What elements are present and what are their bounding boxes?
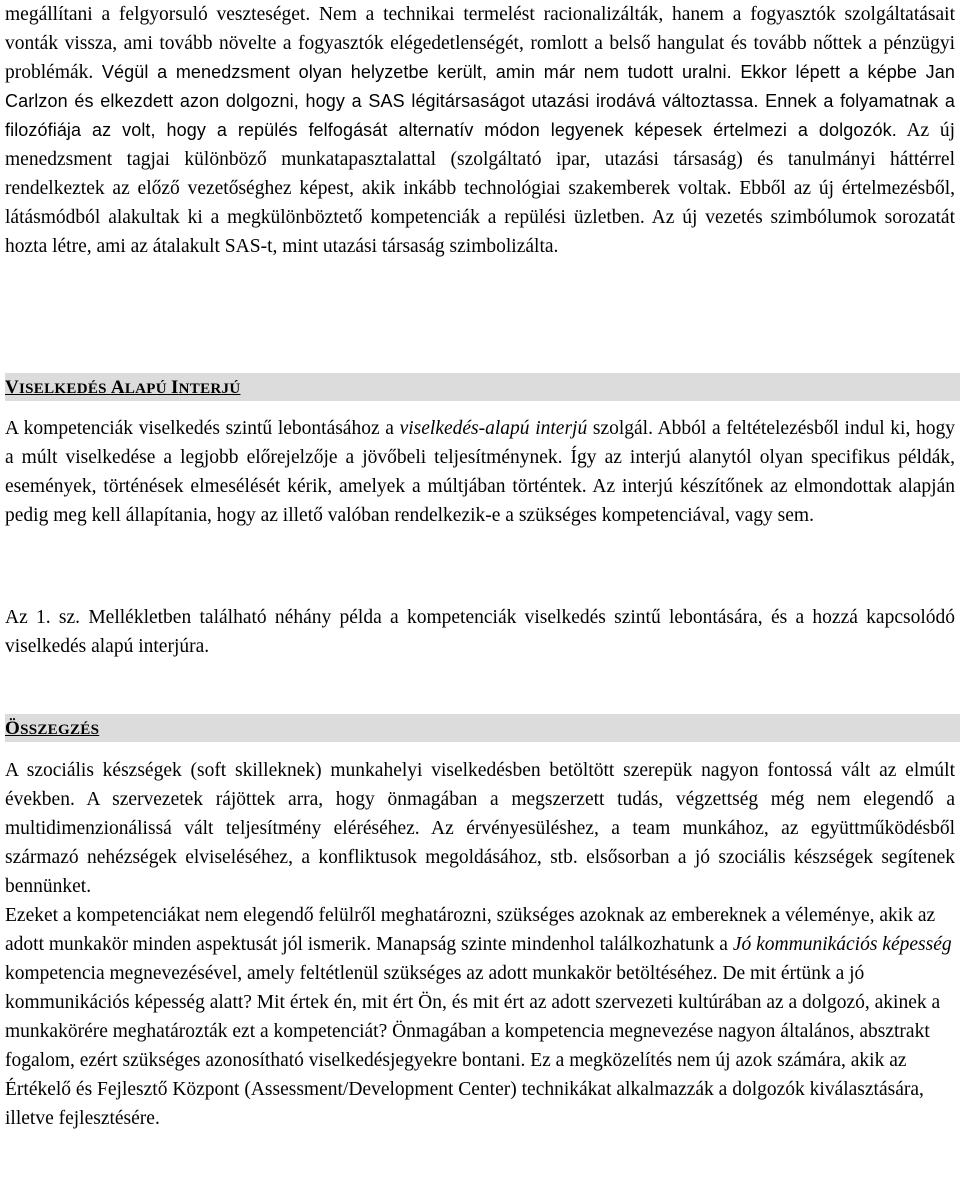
section-heading-interview-text: VISELKEDÉS ALAPÚ INTERJÚ [5, 377, 241, 398]
interview-paragraph-2: Az 1. sz. Mellékletben található néhány példa a kompetenciák viselkedés szintű lebontására, és a hozzá kapcsolódó viselkedés alapú interjúra. [5, 607, 955, 657]
intro-text-3: Az új menedzsment tagjai különböző munkatapasztalattal (szolgáltató ipar, utazási társaság) és tanulmányi háttérrel rendelkeztek az előző vezetőséghez képest, akik inkább technológiai szakemberek voltak. Ebből az új értelmezésből, látásmódból alakultak ki a megkülönböztető kompetenciák a repülési üzletben. Az új vezetés szimbólumok sorozatát hozta létre, ami az átalakult SAS-t, mint utazási társaság szimbolizálta. [5, 120, 955, 257]
intro-text-2: Végül a menedzsment olyan helyzetbe került, amin már nem tudott uralni. Ekkor lépett a képbe Jan Carlzon és elkezdett azon dolgozni, hogy a SAS légitársaságot utazási irodává változtassa. Ennek a folyamatnak a filozófiája az volt, hogy a repülés felfogását alternatív módon legyenek képesek értelmezi a dolgozók. [5, 62, 955, 140]
interview-paragraph-1: A kompetenciák viselkedés szintű lebontásához a viselkedés-alapú interjú szolgál. Abból a feltételezésből indul ki, hogy a múlt viselkedése a legjobb előrejelzője a jövőbeli teljesítménynek. Így az interjú alanytól olyan specifikus példák, események, történések elmesélését kérik, amelyek a múltjában történtek. Az interjú készítőnek az elmondottak alapján pedig meg kell állapítania, hogy az illető valóban rendelkezik-e a szükséges kompetenciával, vagy sem. [5, 418, 955, 526]
section-heading-summary [5, 714, 960, 742]
interview-term: viselkedés-alapú interjú [399, 418, 588, 439]
section-heading-interview [5, 373, 960, 401]
summary-paragraph-2: Ezeket a kompetenciákat nem elegendő felülről meghatározni, szükséges azoknak az embereknek a véleménye, akik az adott munkakör minden aspektusát jól ismerik. Manapság szinte mindenhol találkozhatunk a Jó kommunikációs képesség kompetencia megnevezésével, amely feltétlenül szükséges az adott munkakör betöltéséhez. De mit értünk a jó kommunikációs képesség alatt? Mit értek én, mit ért Ön, és mit ért az adott szervezeti kultúrában az a dolgozó, akinek a munkakörére meghatározták ezt a kompetenciát? Önmagában a kompetencia megnevezése nagyon általános, absztrakt fogalom, ezért szükséges azonosítható viselkedésjegyekre bontani. Ez a megközelítés nem új azok számára, akik az Értékelő és Fejlesztő Központ (Assessment/Development Center) technikákat alkalmazzák a dolgozók kiválasztására, illetve fejlesztésére. [5, 905, 952, 1129]
section-heading-summary-text: ÖSSZEGZÉS [5, 718, 100, 739]
communication-term: Jó kommunikációs képesség [732, 934, 952, 955]
summary-paragraph-1: A szociális készségek (soft skilleknek) munkahelyi viselkedésben betöltött szerepük nagyon fontossá vált az elmúlt években. A szervezetek rájöttek arra, hogy önmagában a megszerzett tudás, végzettség még nem elegendő a multidimenzionálissá vált teljesítmény eléréséhez. Az érvényesüléshez, a team munkához, az együttműködésből származó nehézségek elviseléséhez, a konfliktusok megoldásához, stb. elsősorban a jó szociális készségek segítenek bennünket. [5, 760, 955, 897]
intro-text-1: megállítani a felgyorsuló veszteséget. Nem a technikai termelést racionalizálták, hanem a fogyasztók szolgáltatásait vonták vissza, ami tovább növelte a fogyasztók elégedetlenségét, romlott a belső hangulat és tovább nőttek a pénzügyi problémák. [5, 4, 955, 83]
intro-paragraph [5, 0, 955, 261]
